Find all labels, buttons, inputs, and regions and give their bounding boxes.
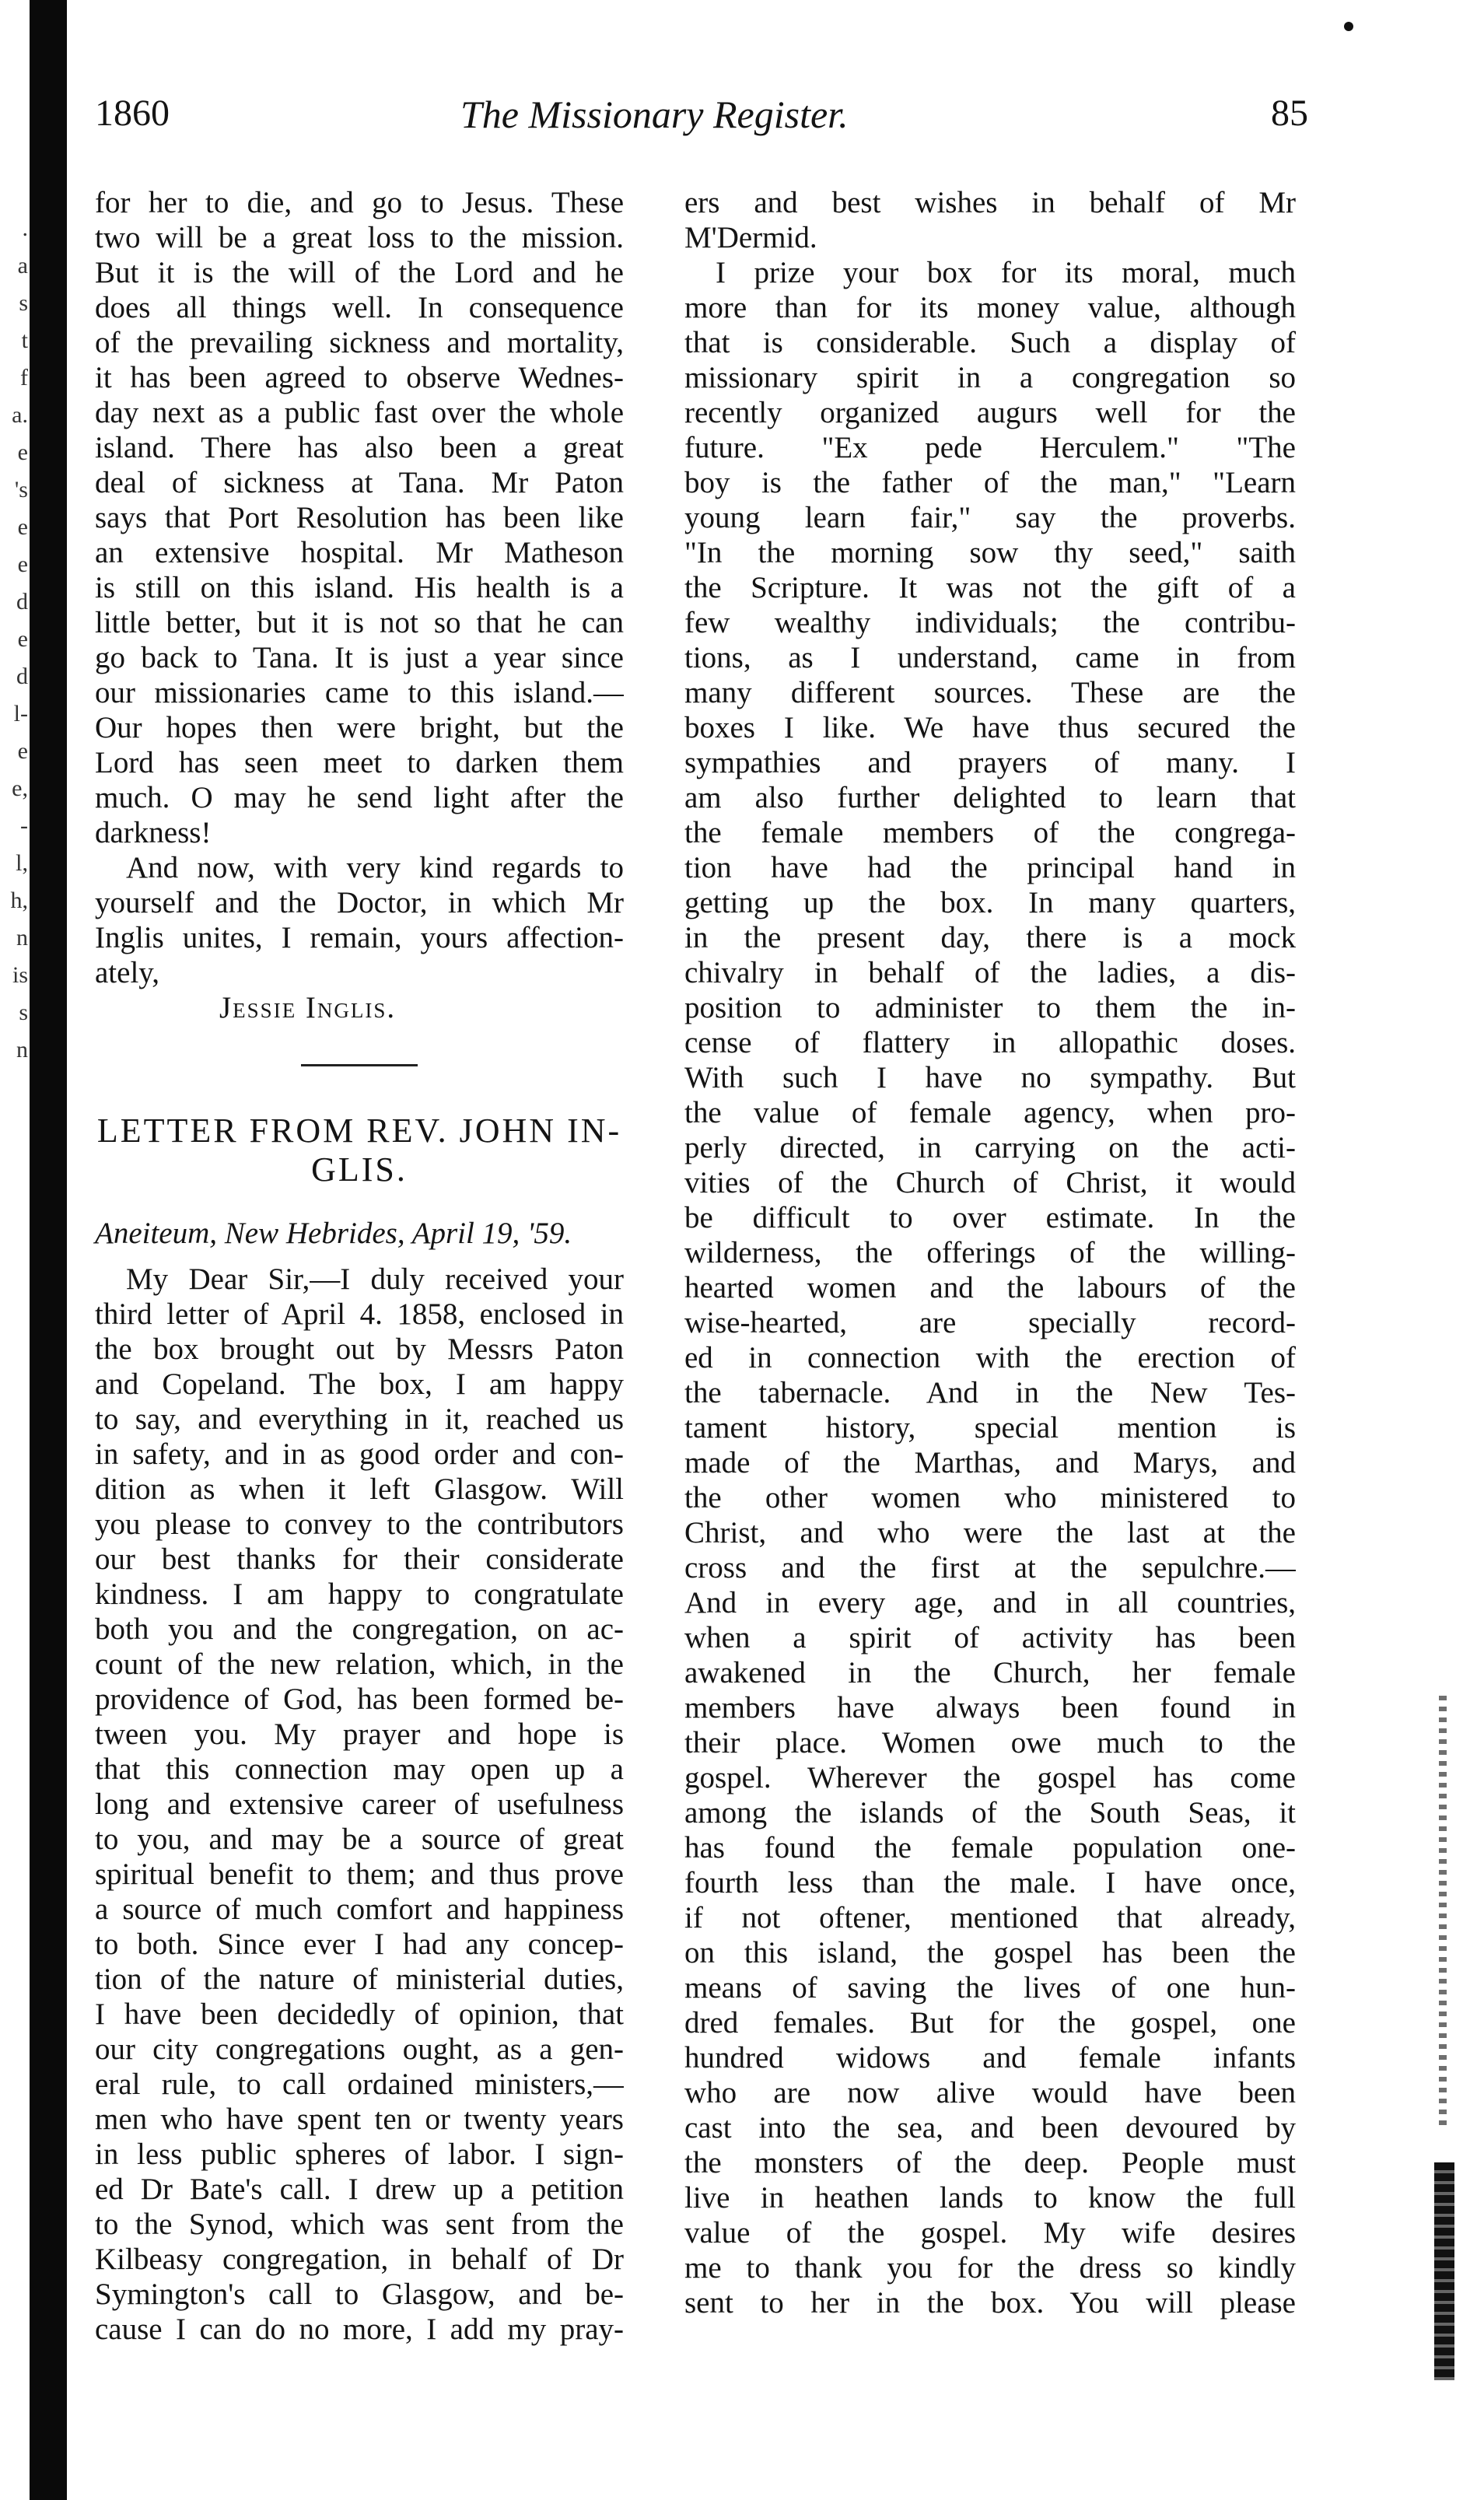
text-line: live in heathen lands to know the full — [684, 2181, 1296, 2215]
bleed-fragment: e, — [12, 776, 28, 801]
text-line: go back to Tana. It is just a year since — [95, 641, 624, 674]
text-line: "In the morning sow thy seed," saith — [684, 536, 1296, 569]
text-line: to say, and everything in it, reached us — [95, 1402, 624, 1436]
text-line: Kilbeasy congregation, in behalf of Dr — [95, 2243, 624, 2276]
article-heading — [95, 1112, 624, 1189]
text-line: the value of female agency, when pro- — [684, 1096, 1296, 1129]
text-line: Our hopes then were bright, but the — [95, 711, 624, 744]
text-line: tions, as I understand, came in from — [684, 641, 1296, 674]
text-line: many different sources. These are the — [684, 676, 1296, 709]
text-line: wise-hearted, are specially record- — [684, 1306, 1296, 1339]
bleed-fragment: e — [17, 514, 28, 540]
text-line: to the Synod, which was sent from the — [95, 2208, 624, 2241]
bleed-fragment: e — [17, 551, 28, 577]
bleed-fragment: a. — [12, 402, 28, 428]
bleed-fragment: d — [16, 589, 28, 614]
scan-bar — [1434, 2162, 1454, 2380]
text-line: cense of flattery in allopathic doses. — [684, 1026, 1296, 1059]
text-line: an extensive hospital. Mr Matheson — [95, 536, 624, 569]
text-line: little better, but it is not so that he can — [95, 606, 624, 639]
text-line: providence of God, has been formed be- — [95, 1682, 624, 1716]
bleed-through-column — [0, 210, 28, 1066]
text-line: boxes I like. We have thus secured the — [684, 711, 1296, 744]
text-line: for her to die, and go to Jesus. These — [95, 186, 624, 219]
bleed-fragment: n — [16, 925, 28, 951]
bleed-fragment: - — [20, 813, 28, 839]
text-line: And in every age, and in all countries, — [684, 1586, 1296, 1619]
signature-name: Jessie Inglis. — [219, 991, 397, 1024]
text-line: when a spirit of activity has been — [684, 1621, 1296, 1654]
text-line: chivalry in behalf of the ladies, a dis- — [684, 956, 1296, 989]
ink-spot — [1344, 22, 1353, 31]
text-line: who are now alive would have been — [684, 2076, 1296, 2110]
text-line: M'Dermid. — [684, 221, 817, 254]
text-line: in the present day, there is a mock — [684, 921, 1296, 954]
text-line: young learn fair," say the proverbs. — [684, 501, 1296, 534]
text-line: hearted women and the labours of the — [684, 1271, 1296, 1304]
heading-line-1: LETTER FROM REV. JOHN IN- — [96, 1112, 622, 1150]
text-line: tion of the nature of ministerial duties, — [95, 1963, 624, 1996]
text-line: long and extensive career of usefulness — [95, 1787, 624, 1821]
bleed-fragment: 's — [14, 477, 28, 502]
text-line: among the islands of the South Seas, it — [684, 1796, 1296, 1829]
text-line: ed in connection with the erection of — [684, 1341, 1296, 1374]
page-number: 85 — [1271, 93, 1308, 134]
text-line: more than for its money value, although — [684, 291, 1296, 324]
text-line: the tabernacle. And in the New Tes- — [684, 1376, 1296, 1409]
bleed-fragment: f — [20, 365, 28, 390]
text-line: tament history, special mention is — [684, 1411, 1296, 1444]
text-line: position to administer to them the in- — [684, 991, 1296, 1024]
bleed-fragment: l, — [16, 850, 28, 876]
text-line: to you, and may be a source of great — [95, 1822, 624, 1856]
text-line: the box brought out by Messrs Paton — [95, 1332, 624, 1366]
bleed-fragment: t — [21, 327, 28, 353]
text-line: darkness! — [95, 816, 212, 849]
paragraph-letter-body — [95, 1262, 624, 2347]
bleed-fragment: e — [17, 439, 28, 465]
header-title: The Missionary Register. — [460, 93, 849, 136]
text-line: their place. Women owe much to the — [684, 1726, 1296, 1759]
text-line: both you and the congregation, on ac- — [95, 1612, 624, 1646]
text-line: island. There has also been a great — [95, 431, 624, 464]
text-line: spiritual benefit to them; and thus prove — [95, 1857, 624, 1891]
text-line: yourself and the Doctor, in which Mr — [95, 886, 624, 919]
text-line: be difficult to over estimate. In the — [684, 1201, 1296, 1234]
bleed-fragment: e — [17, 738, 28, 764]
text-line: getting up the box. In many quarters, — [684, 886, 1296, 919]
text-line: gospel. Wherever the gospel has come — [684, 1761, 1296, 1794]
text-line: third letter of April 4. 1858, enclosed in — [95, 1297, 624, 1331]
text-line: am also further delighted to learn that — [684, 781, 1296, 814]
text-line: Christ, and who were the last at the — [684, 1516, 1296, 1549]
paragraph-continued — [684, 185, 1296, 255]
text-line: And now, with very kind regards to — [126, 851, 624, 884]
text-line: it has been agreed to observe Wednes- — [95, 361, 624, 394]
scan-edge-marks — [1430, 1696, 1476, 2380]
text-line: Symington's call to Glasgow, and be- — [95, 2278, 624, 2311]
signature — [95, 990, 624, 1025]
text-line: says that Port Resolution has been like — [95, 501, 624, 534]
running-header — [95, 92, 1308, 154]
text-line: sympathies and prayers of many. I — [684, 746, 1296, 779]
header-year: 1860 — [95, 93, 170, 134]
bleed-fragment: . — [22, 215, 28, 241]
text-line: I have been decidedly of opinion, that — [95, 1998, 624, 2031]
bleed-fragment: s — [19, 1000, 28, 1025]
text-line: members have always been found in — [684, 1691, 1296, 1724]
text-line: to both. Since ever I had any concep- — [95, 1928, 624, 1961]
text-line: dition as when it left Glasgow. Will — [95, 1472, 624, 1506]
text-line: cast into the sea, and been devoured by — [684, 2111, 1296, 2145]
bleed-fragment: s — [19, 290, 28, 316]
text-line: day next as a public fast over the whole — [95, 396, 624, 429]
text-line: value of the gospel. My wife desires — [684, 2216, 1296, 2250]
text-line: eral rule, to call ordained ministers,— — [95, 2068, 624, 2101]
text-line: hundred widows and female infants — [684, 2041, 1296, 2075]
text-line: the Scripture. It was not the gift of a — [684, 571, 1296, 604]
bleed-fragment: d — [16, 664, 28, 689]
text-line: that is considerable. Such a display of — [684, 326, 1296, 359]
text-line: ed Dr Bate's call. I drew up a petition — [95, 2173, 624, 2206]
text-line: fourth less than the male. I have once, — [684, 1866, 1296, 1900]
text-line: does all things well. In consequence — [95, 291, 624, 324]
bleed-fragment: l- — [13, 701, 28, 727]
text-line: the monsters of the deep. People must — [684, 2146, 1296, 2180]
bleed-fragment: a — [17, 253, 28, 278]
text-line: kindness. I am happy to congratulate — [95, 1577, 624, 1611]
text-line: few wealthy individuals; the contribu- — [684, 606, 1296, 639]
text-line: made of the Marthas, and Marys, and — [684, 1446, 1296, 1479]
text-line: cross and the first at the sepulchre.— — [684, 1551, 1296, 1584]
bleed-fragment: e — [17, 626, 28, 652]
text-line: deal of sickness at Tana. Mr Paton — [95, 466, 624, 499]
text-line: dred females. But for the gospel, one — [684, 2006, 1296, 2040]
text-line: recently organized augurs well for the — [684, 396, 1296, 429]
text-line: wilderness, the offerings of the willing- — [684, 1236, 1296, 1269]
text-line: I prize your box for its moral, much — [716, 256, 1296, 289]
text-line: on this island, the gospel has been the — [684, 1936, 1296, 1970]
text-line: if not oftener, mentioned that already, — [684, 1901, 1296, 1935]
left-column — [95, 185, 624, 2347]
text-line: sent to her in the box. You will please — [684, 2286, 1296, 2320]
text-line: our best thanks for their considerate — [95, 1542, 624, 1576]
bleed-fragment: is — [12, 962, 28, 988]
text-line: two will be a great loss to the mission. — [95, 221, 624, 254]
bleed-fragment: n — [16, 1037, 28, 1063]
text-line: awakened in the Church, her female — [684, 1656, 1296, 1689]
text-line: me to thank you for the dress so kindly — [684, 2251, 1296, 2285]
text-line: is still on this island. His health is a — [95, 571, 624, 604]
text-line: the other women who ministered to — [684, 1481, 1296, 1514]
text-line: vities of the Church of Christ, it would — [684, 1166, 1296, 1199]
text-line: that this connection may open up a — [95, 1752, 624, 1786]
text-line: count of the new relation, which, in the — [95, 1647, 624, 1681]
binding-shadow-bar — [30, 0, 67, 2500]
text-line: My Dear Sir,—I duly received your — [126, 1262, 624, 1296]
text-line: in less public spheres of labor. I sign- — [95, 2138, 624, 2171]
text-line: cause I can do no more, I add my pray- — [95, 2313, 624, 2346]
heading-line-2: GLIS. — [311, 1150, 408, 1189]
text-line: missionary spirit in a congregation so — [684, 361, 1296, 394]
scan-noise — [1439, 1696, 1447, 2131]
right-column — [684, 185, 1296, 2320]
text-line: With such I have no sympathy. But — [684, 1061, 1296, 1094]
text-line: tion have had the principal hand in — [684, 851, 1296, 884]
text-line: means of saving the lives of one hun- — [684, 1971, 1296, 2005]
text-line: in safety, and in as good order and con- — [95, 1437, 624, 1471]
text-line: and Copeland. The box, I am happy — [95, 1367, 624, 1401]
text-line: the female members of the congrega- — [684, 816, 1296, 849]
text-line: has found the female population one- — [684, 1831, 1296, 1864]
text-line: our missionaries came to this island.— — [95, 676, 624, 709]
text-line: you please to convey to the contributors — [95, 1507, 624, 1541]
text-line: of the prevailing sickness and mortality, — [95, 326, 624, 359]
text-line: tween you. My prayer and hope is — [95, 1717, 624, 1751]
text-line: ers and best wishes in behalf of Mr — [684, 186, 1296, 219]
paragraph-letter-close — [95, 185, 624, 850]
text-line: boy is the father of the man," "Learn — [684, 466, 1296, 499]
text-line: future. "Ex pede Herculem." "The — [684, 431, 1296, 464]
text-line: ately, — [95, 956, 160, 989]
bleed-fragment: h, — [10, 888, 28, 913]
paragraph-box-moral — [684, 255, 1296, 2320]
text-line: perly directed, in carrying on the acti- — [684, 1131, 1296, 1164]
text-line: much. O may he send light after the — [95, 781, 624, 814]
paragraph-regards — [95, 850, 624, 990]
text-line: But it is the will of the Lord and he — [95, 256, 624, 289]
text-line: Inglis unites, I remain, yours affection- — [95, 921, 624, 954]
text-line: men who have spent ten or twenty years — [95, 2103, 624, 2136]
section-divider — [301, 1064, 418, 1066]
text-line: Lord has seen meet to darken them — [95, 746, 624, 779]
text-line: our city congregations ought, as a gen- — [95, 2033, 624, 2066]
text-line: a source of much comfort and happiness — [95, 1893, 624, 1926]
dateline: Aneiteum, New Hebrides, April 19, '59. — [95, 1217, 572, 1250]
